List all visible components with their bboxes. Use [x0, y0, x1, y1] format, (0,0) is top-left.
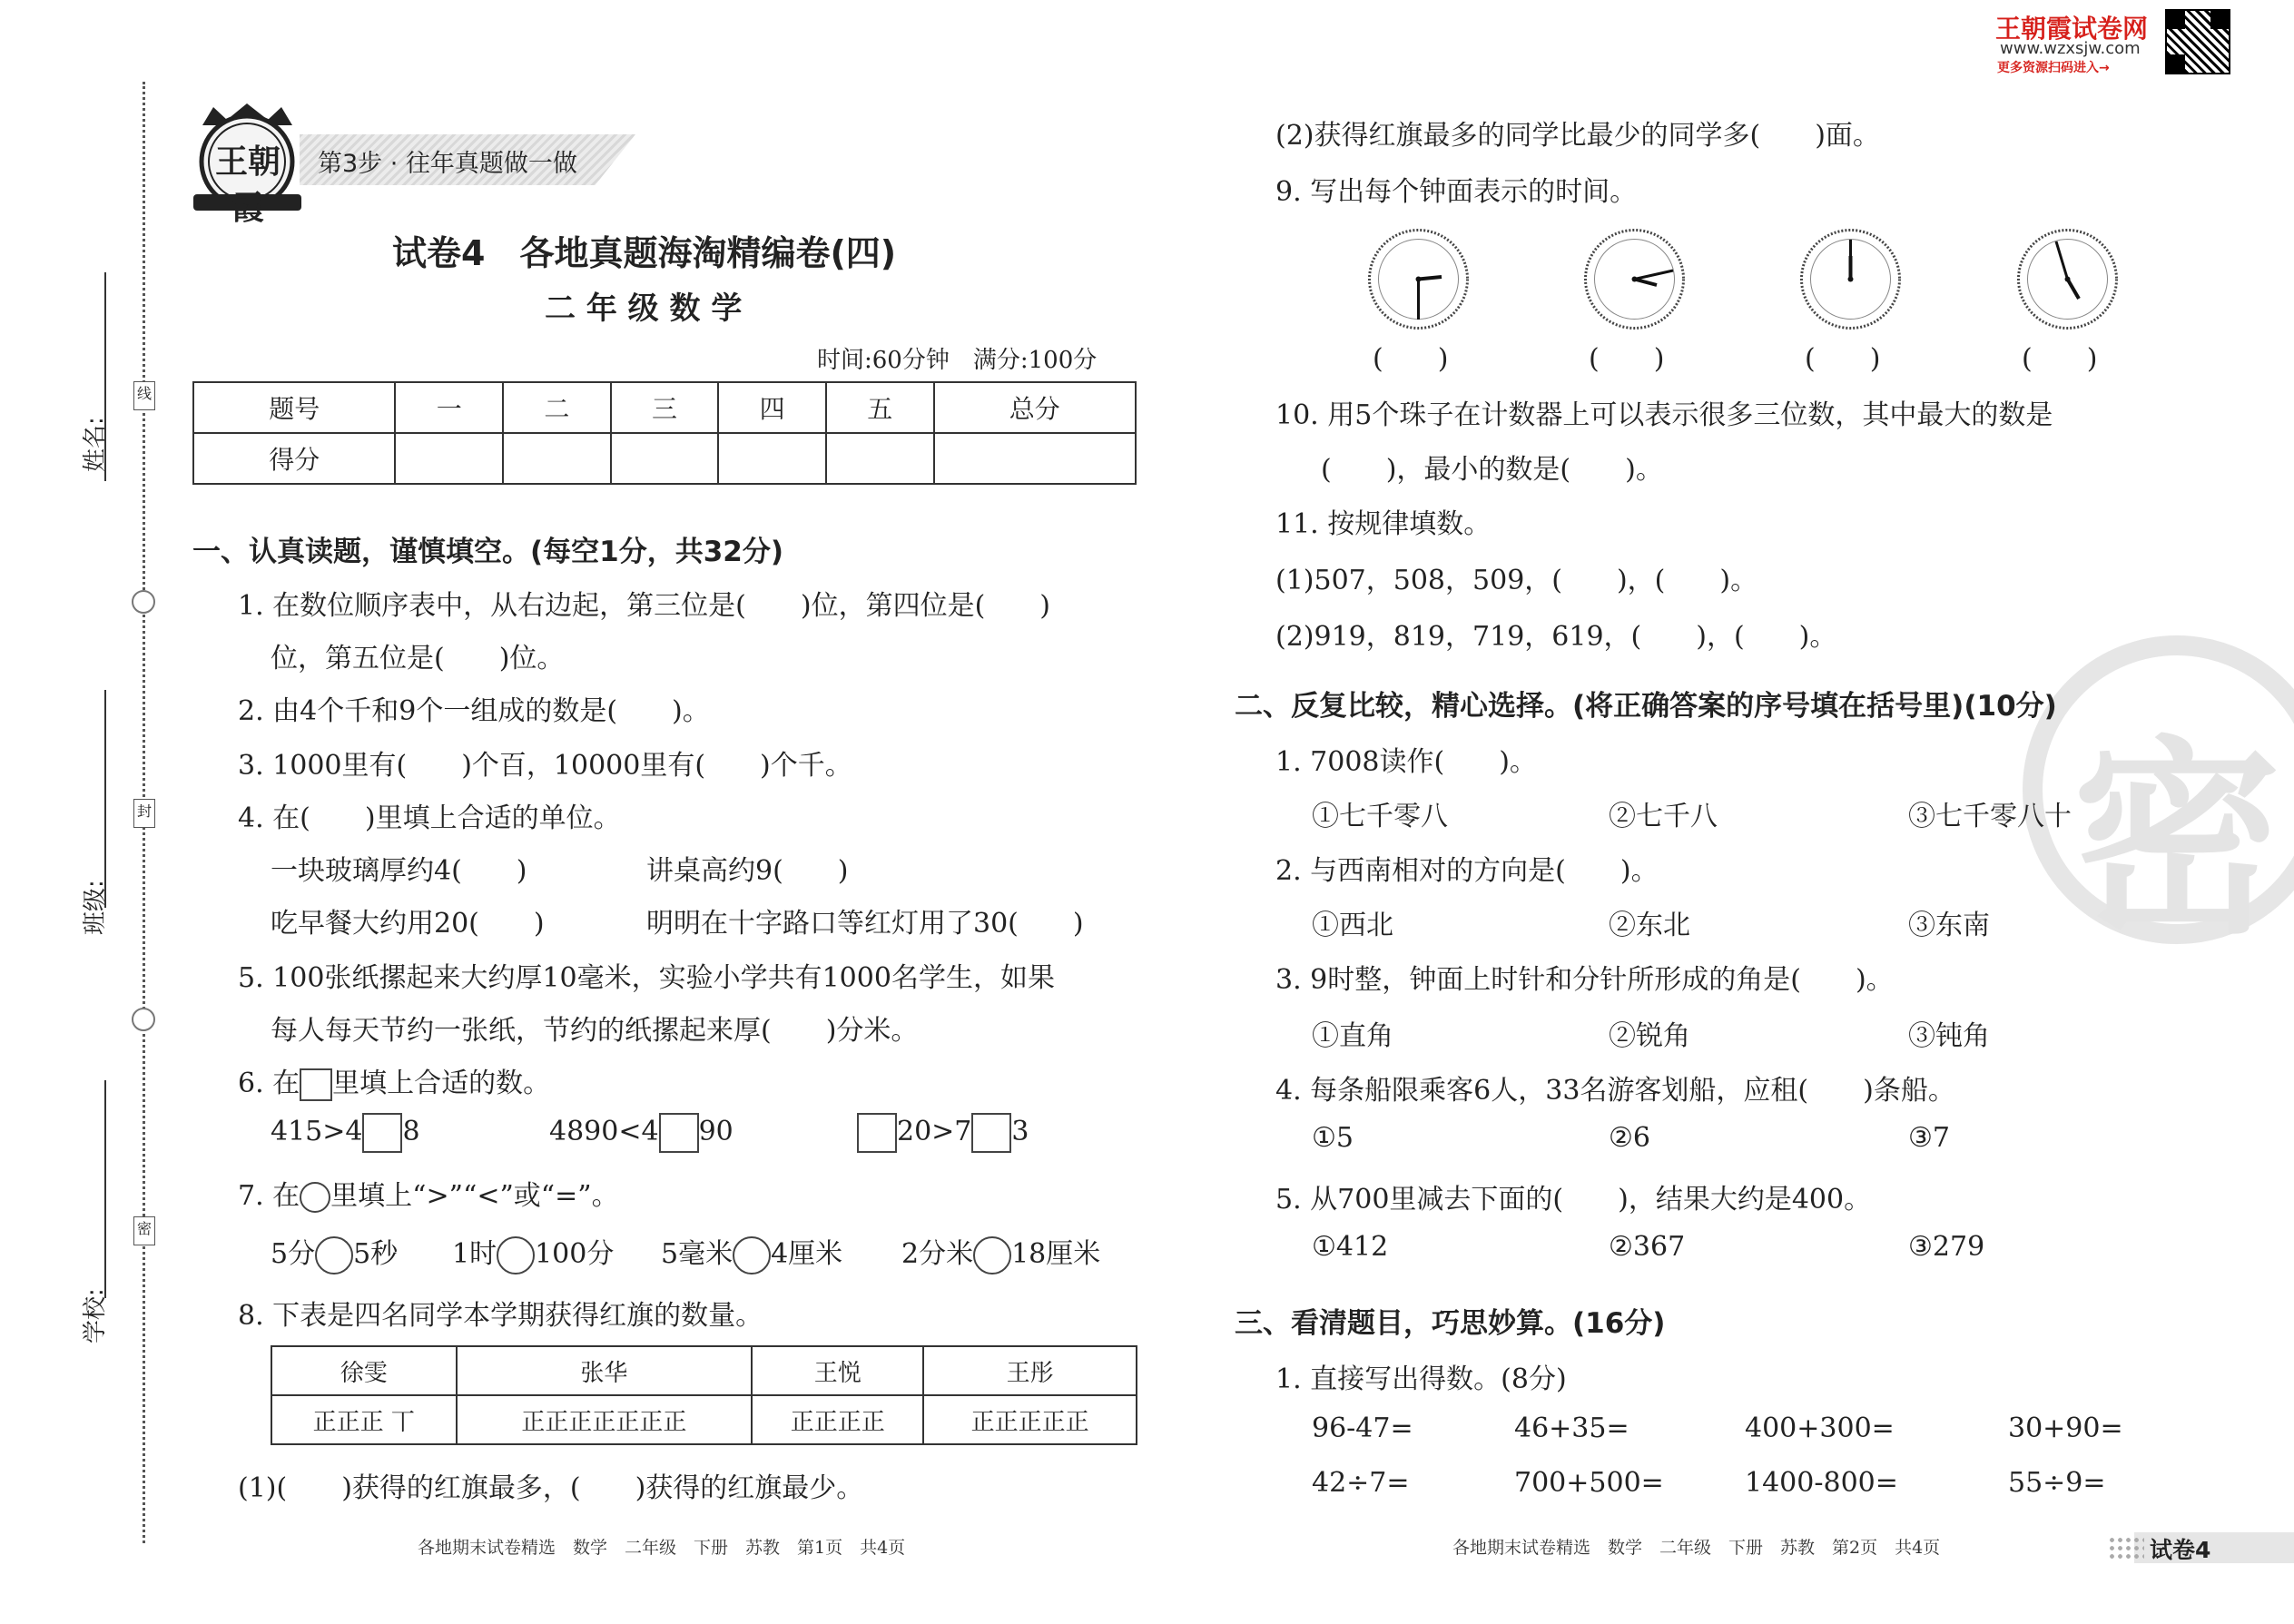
answer-box[interactable] — [857, 1113, 897, 1153]
flag-tally: 正正正 丅 — [271, 1395, 457, 1444]
score-cell[interactable] — [503, 433, 611, 484]
clock-face-icon — [1798, 227, 1903, 331]
student-name: 张华 — [457, 1346, 753, 1395]
choice-2: 2. 与西南相对的方向是( )。 — [1275, 855, 1659, 887]
q7-prefix: 7. 在 — [238, 1180, 300, 1212]
question-7 — [238, 1173, 619, 1213]
brand-logo-text: 王朝霞 — [214, 143, 281, 227]
flag-tally-row — [271, 1395, 1137, 1444]
score-table — [192, 381, 1137, 485]
q7-text: 1时 — [452, 1238, 497, 1270]
calc-item: 700+500= — [1514, 1467, 1664, 1499]
q6-text: 90 — [698, 1116, 733, 1147]
calc-item: 46+35= — [1514, 1412, 1629, 1444]
class-field-line[interactable] — [104, 690, 106, 908]
answer-box[interactable] — [971, 1113, 1011, 1153]
flag-tally: 正正正正 — [752, 1395, 923, 1444]
question-8: 8. 下表是四名同学本学期获得红旗的数量。 — [238, 1300, 763, 1332]
q6-item-1 — [271, 1113, 420, 1153]
name-field-label: 姓名: — [82, 417, 109, 472]
choice-option: ②367 — [1609, 1231, 1686, 1263]
question-3: 3. 1000里有( )个百，10000里有( )个千。 — [238, 750, 852, 782]
question-5-cont: 每人每天节约一张纸，节约的纸摞起来厚( )分米。 — [271, 1015, 919, 1047]
choice-option: ①西北 — [1312, 910, 1393, 941]
q7-text: 5分 — [271, 1238, 316, 1270]
choice-1: 1. 7008读作( )。 — [1275, 746, 1537, 778]
question-5: 5. 100张纸摞起来大约厚10毫米，实验小学共有1000名学生，如果 — [238, 962, 1055, 994]
q6-text: 4890<4 — [549, 1116, 659, 1147]
cut-mark-xian: 线 — [133, 381, 155, 410]
student-name: 王彤 — [923, 1346, 1137, 1395]
score-header-row — [193, 382, 1136, 433]
flag-tally: 正正正正正正正 — [457, 1395, 753, 1444]
q7-text: 5毫米 — [661, 1238, 733, 1270]
question-8-2: (2)获得红旗最多的同学比最少的同学多( )面。 — [1275, 120, 1880, 152]
question-11: 11. 按规律填数。 — [1275, 508, 1492, 540]
choice-option: ③钝角 — [1908, 1020, 1990, 1052]
score-cell[interactable] — [395, 433, 503, 484]
score-header-cell: 一 — [395, 382, 503, 433]
qr-code-icon[interactable] — [2165, 9, 2230, 74]
brand-scan-text: 更多资源扫码进入→ — [1997, 61, 2110, 75]
q7-text: 5秒 — [353, 1238, 399, 1270]
time-score-info: 时间:60分钟 满分:100分 — [817, 347, 1098, 374]
answer-box[interactable] — [659, 1113, 699, 1153]
question-4: 4. 在( )里填上合适的单位。 — [238, 802, 621, 834]
example-circle — [300, 1182, 330, 1213]
calc-question-1: 1. 直接写出得数。(8分) — [1275, 1363, 1567, 1395]
name-field-line[interactable] — [104, 272, 106, 481]
choice-3: 3. 9时整，钟面上时针和分针所形成的角是( )。 — [1275, 964, 1894, 996]
compare-circle[interactable] — [497, 1236, 535, 1275]
question-1-cont: 位，第五位是( )位。 — [271, 643, 565, 674]
page-tag-dots — [2108, 1536, 2144, 1560]
q7-item-3 — [661, 1231, 842, 1275]
choice-option: ①412 — [1312, 1231, 1389, 1263]
q7-item-1 — [271, 1231, 398, 1275]
score-header-cell: 四 — [718, 382, 826, 433]
q6-text: 8 — [402, 1116, 420, 1147]
score-row — [193, 433, 1136, 484]
q6-item-2 — [549, 1113, 733, 1153]
brand-name: 王朝霞试卷网 — [1995, 14, 2149, 44]
q6-suffix: 里填上合适的数。 — [332, 1068, 551, 1099]
choice-option: ③279 — [1908, 1231, 1985, 1263]
choice-option: ②东北 — [1609, 910, 1690, 941]
subject-title: 二 年 级 数 学 — [545, 290, 743, 327]
class-field-label: 班级: — [82, 880, 109, 935]
q6-text: 20>7 — [897, 1116, 972, 1147]
cut-mark-mi: 密 — [133, 1216, 155, 1245]
choice-option: ①七千零八 — [1312, 801, 1448, 832]
q7-text: 2分米 — [901, 1238, 974, 1270]
binding-hole-icon — [132, 590, 155, 614]
clock-answer-blank[interactable]: ( ) — [1805, 343, 1881, 375]
q6-item-3 — [857, 1113, 1029, 1153]
footer-left: 各地期末试卷精选 数学 二年级 下册 苏教 第1页 共4页 — [418, 1538, 906, 1558]
question-1: 1. 在数位顺序表中，从右边起，第三位是( )位，第四位是( ) — [238, 590, 1050, 622]
clock-face-icon — [1366, 227, 1471, 331]
compare-circle[interactable] — [973, 1236, 1011, 1275]
flag-tally: 正正正正正 — [923, 1395, 1137, 1444]
question-2: 2. 由4个千和9个一组成的数是( )。 — [238, 695, 710, 727]
q7-text: 100分 — [535, 1238, 615, 1270]
q7-suffix: 里填上“>”“<”或“=”。 — [330, 1180, 619, 1212]
section-2-heading: 二、反复比较，精心选择。(将正确答案的序号填在括号里)(10分) — [1235, 690, 2057, 723]
cut-mark-feng: 封 — [133, 799, 155, 828]
q7-text: 18厘米 — [1011, 1238, 1101, 1270]
compare-circle[interactable] — [315, 1236, 353, 1275]
score-cell[interactable] — [826, 433, 934, 484]
page-tag: 试卷4 — [2150, 1537, 2211, 1563]
section-1-heading: 一、认真读题，谨慎填空。(每空1分，共32分) — [192, 536, 784, 568]
question-4c: 吃早餐大约用20( ) — [271, 908, 545, 940]
school-field-label: 学校: — [82, 1288, 109, 1343]
calc-item: 42÷7= — [1312, 1467, 1410, 1499]
question-10-cont: ( )，最小的数是( )。 — [1321, 454, 1663, 486]
clock-answer-blank[interactable]: ( ) — [1589, 343, 1665, 375]
footer-right: 各地期末试卷精选 数学 二年级 下册 苏教 第2页 共4页 — [1452, 1538, 1941, 1558]
section-3-heading: 三、看清题目，巧思妙算。(16分) — [1235, 1307, 1666, 1340]
choice-option: ②锐角 — [1609, 1020, 1690, 1052]
score-header-cell: 二 — [503, 382, 611, 433]
choice-option: ③7 — [1908, 1122, 1950, 1154]
score-header-cell: 总分 — [934, 382, 1136, 433]
q7-item-2 — [452, 1231, 614, 1275]
student-name: 王悦 — [752, 1346, 923, 1395]
score-header-cell: 五 — [826, 382, 934, 433]
q7-text: 4厘米 — [771, 1238, 843, 1270]
clock-answer-blank[interactable]: ( ) — [2022, 343, 2098, 375]
choice-option: ③东南 — [1908, 910, 1990, 941]
clock-answer-blank[interactable]: ( ) — [1373, 343, 1449, 375]
calc-item: 96-47= — [1312, 1412, 1413, 1444]
choice-option: ②七千八 — [1609, 801, 1718, 832]
red-flag-table — [271, 1345, 1137, 1445]
school-field-line[interactable] — [104, 1080, 106, 1298]
question-6 — [238, 1060, 550, 1101]
flag-name-row — [271, 1346, 1137, 1395]
score-cell[interactable] — [611, 433, 719, 484]
score-row-label: 得分 — [193, 433, 395, 484]
example-box — [300, 1068, 332, 1101]
score-cell[interactable] — [934, 433, 1136, 484]
q6-prefix: 6. 在 — [238, 1068, 300, 1099]
calc-item: 400+300= — [1745, 1412, 1895, 1444]
score-header-cell: 三 — [611, 382, 719, 433]
choice-option: ①直角 — [1312, 1020, 1393, 1052]
question-4a: 一块玻璃厚约4( ) — [271, 855, 527, 887]
calc-item: 55÷9= — [2008, 1467, 2106, 1499]
binding-hole-icon — [132, 1008, 155, 1031]
exam-title: 试卷4 各地真题海淘精编卷(四) — [392, 233, 897, 273]
calc-item: 30+90= — [2008, 1412, 2123, 1444]
choice-option: ①5 — [1312, 1122, 1354, 1154]
q7-item-4 — [901, 1231, 1100, 1275]
question-9: 9. 写出每个钟面表示的时间。 — [1275, 176, 1638, 208]
question-8-1: (1)( )获得的红旗最多，( )获得的红旗最少。 — [238, 1472, 864, 1504]
question-4d: 明明在十字路口等红灯用了30( ) — [646, 908, 1084, 940]
choice-4: 4. 每条船限乘客6人，33名游客划船，应租( )条船。 — [1275, 1075, 1955, 1107]
choice-option: ②6 — [1609, 1122, 1650, 1154]
question-11-1: (1)507，508，509，( )，( )。 — [1275, 565, 1758, 596]
q6-text: 415>4 — [271, 1116, 363, 1147]
choice-5: 5. 从700里减去下面的( )，结果大约是400。 — [1275, 1184, 1872, 1216]
clock-face-icon — [2015, 227, 2120, 331]
student-name: 徐雯 — [271, 1346, 457, 1395]
q6-text: 3 — [1011, 1116, 1029, 1147]
question-11-2: (2)919，819，719，619，( )，( )。 — [1275, 621, 1837, 653]
question-10: 10. 用5个珠子在计数器上可以表示很多三位数，其中最大的数是 — [1275, 399, 2053, 431]
question-4b: 讲桌高约9( ) — [646, 855, 849, 887]
step-banner: 第3步 · 往年真题做一做 — [318, 150, 577, 178]
score-cell[interactable] — [718, 433, 826, 484]
compare-circle[interactable] — [733, 1236, 771, 1275]
brand-url: www.wzxsjw.com — [2000, 39, 2141, 58]
clock-face-icon — [1582, 227, 1687, 331]
choice-option: ③七千零八十 — [1908, 801, 2072, 832]
answer-box[interactable] — [362, 1113, 402, 1153]
watermark-char: 密 — [2072, 720, 2282, 953]
score-header-cell: 题号 — [193, 382, 395, 433]
calc-item: 1400-800= — [1745, 1467, 1898, 1499]
